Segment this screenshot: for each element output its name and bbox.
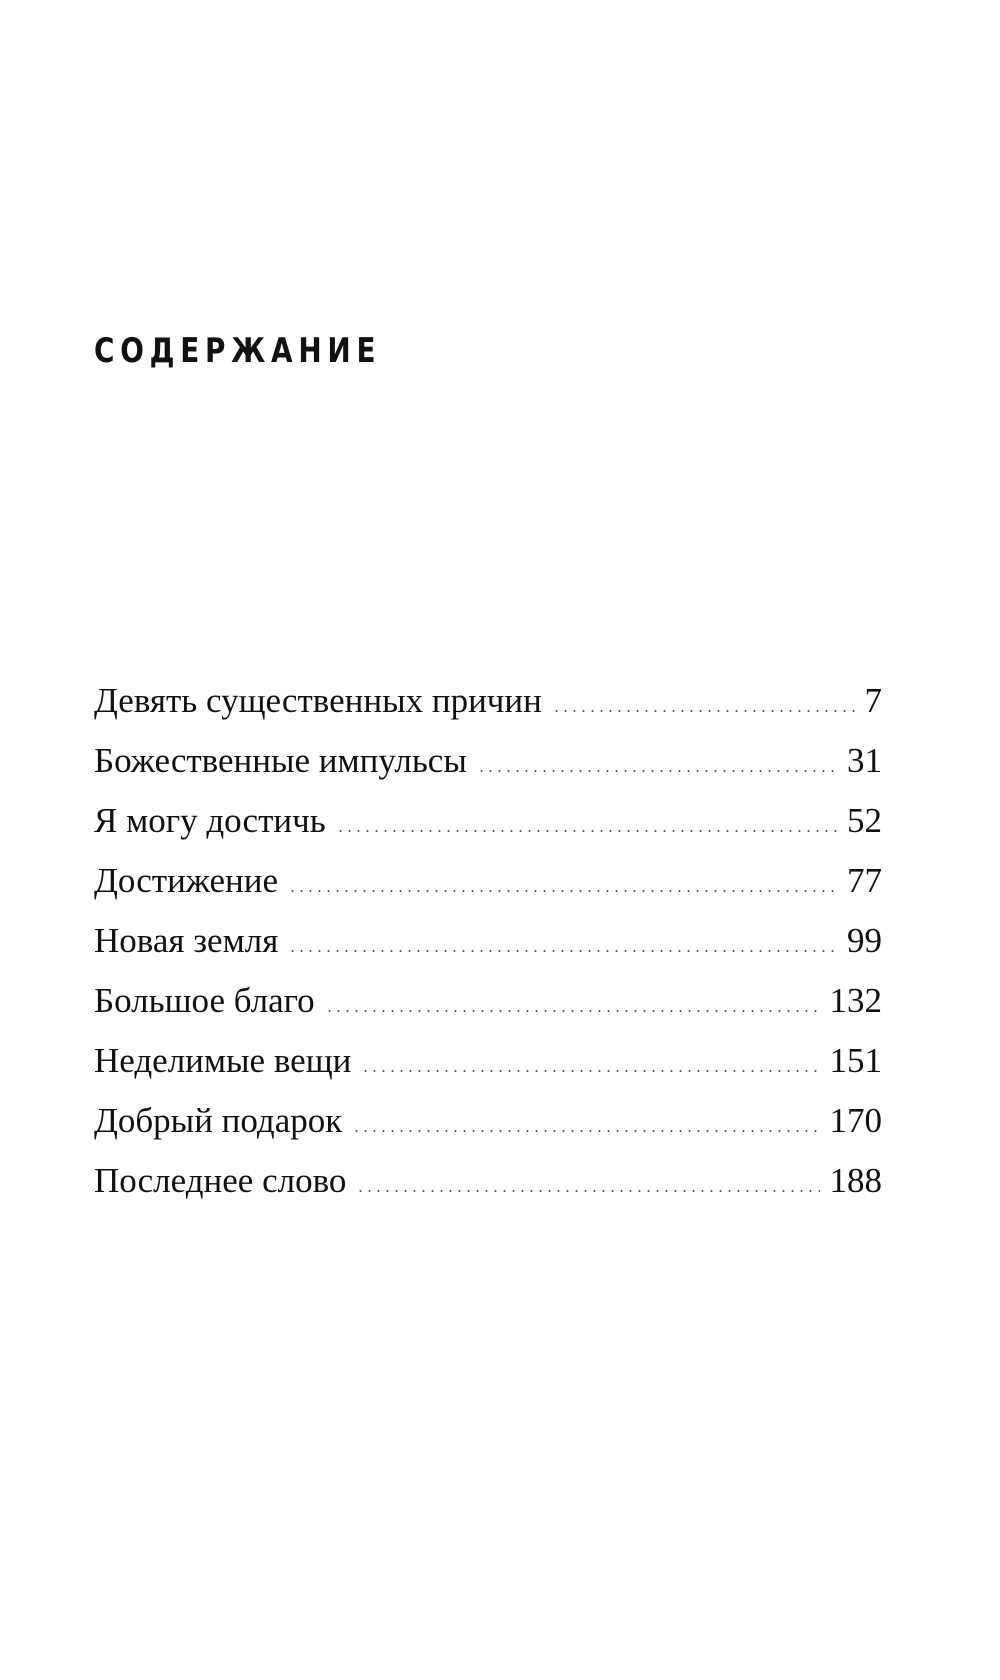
toc-entry (94, 683, 882, 743)
toc-entry-page: 77 (847, 861, 882, 900)
toc-heading: СОДЕРЖАНИЕ (94, 331, 382, 371)
toc-entry-page: 99 (847, 921, 882, 960)
toc-entry-title: Я могу достичь (94, 801, 326, 840)
toc-entry-title: Девять существенных причин (94, 681, 542, 720)
toc-entry (94, 1163, 882, 1223)
toc-entry (94, 1043, 882, 1103)
toc-entry-page: 7 (864, 681, 882, 720)
dot-leader (552, 710, 855, 712)
toc-entry (94, 863, 882, 923)
toc-entry-title: Большое благо (94, 981, 315, 1020)
toc-entry-title: Новая земля (94, 921, 279, 960)
toc-entry-title: Божественные импульсы (94, 741, 467, 780)
toc-entry (94, 983, 882, 1043)
toc-entry-page: 188 (829, 1161, 882, 1200)
dot-leader (325, 1010, 820, 1012)
dot-leader (288, 950, 837, 952)
dot-leader (477, 770, 837, 772)
dot-leader (288, 890, 837, 892)
toc-entry (94, 923, 882, 983)
toc-entry-title: Достижение (94, 861, 279, 900)
toc-entry-page: 151 (829, 1041, 882, 1080)
dot-leader (336, 830, 837, 832)
toc-entry-page: 52 (847, 801, 882, 840)
toc-entry-page: 31 (847, 741, 882, 780)
toc-entry (94, 743, 882, 803)
dot-leader (361, 1070, 819, 1072)
toc-entry-title: Последнее слово (94, 1161, 347, 1200)
toc-entry (94, 803, 882, 863)
dot-leader (356, 1190, 819, 1192)
toc-entry (94, 1103, 882, 1163)
toc-entry-page: 170 (829, 1101, 882, 1140)
toc-entry-title: Неделимые вещи (94, 1041, 352, 1080)
toc-entry-title: Добрый подарок (94, 1101, 343, 1140)
toc-entry-page: 132 (829, 981, 882, 1020)
dot-leader (352, 1130, 819, 1132)
toc-list (94, 683, 882, 1223)
